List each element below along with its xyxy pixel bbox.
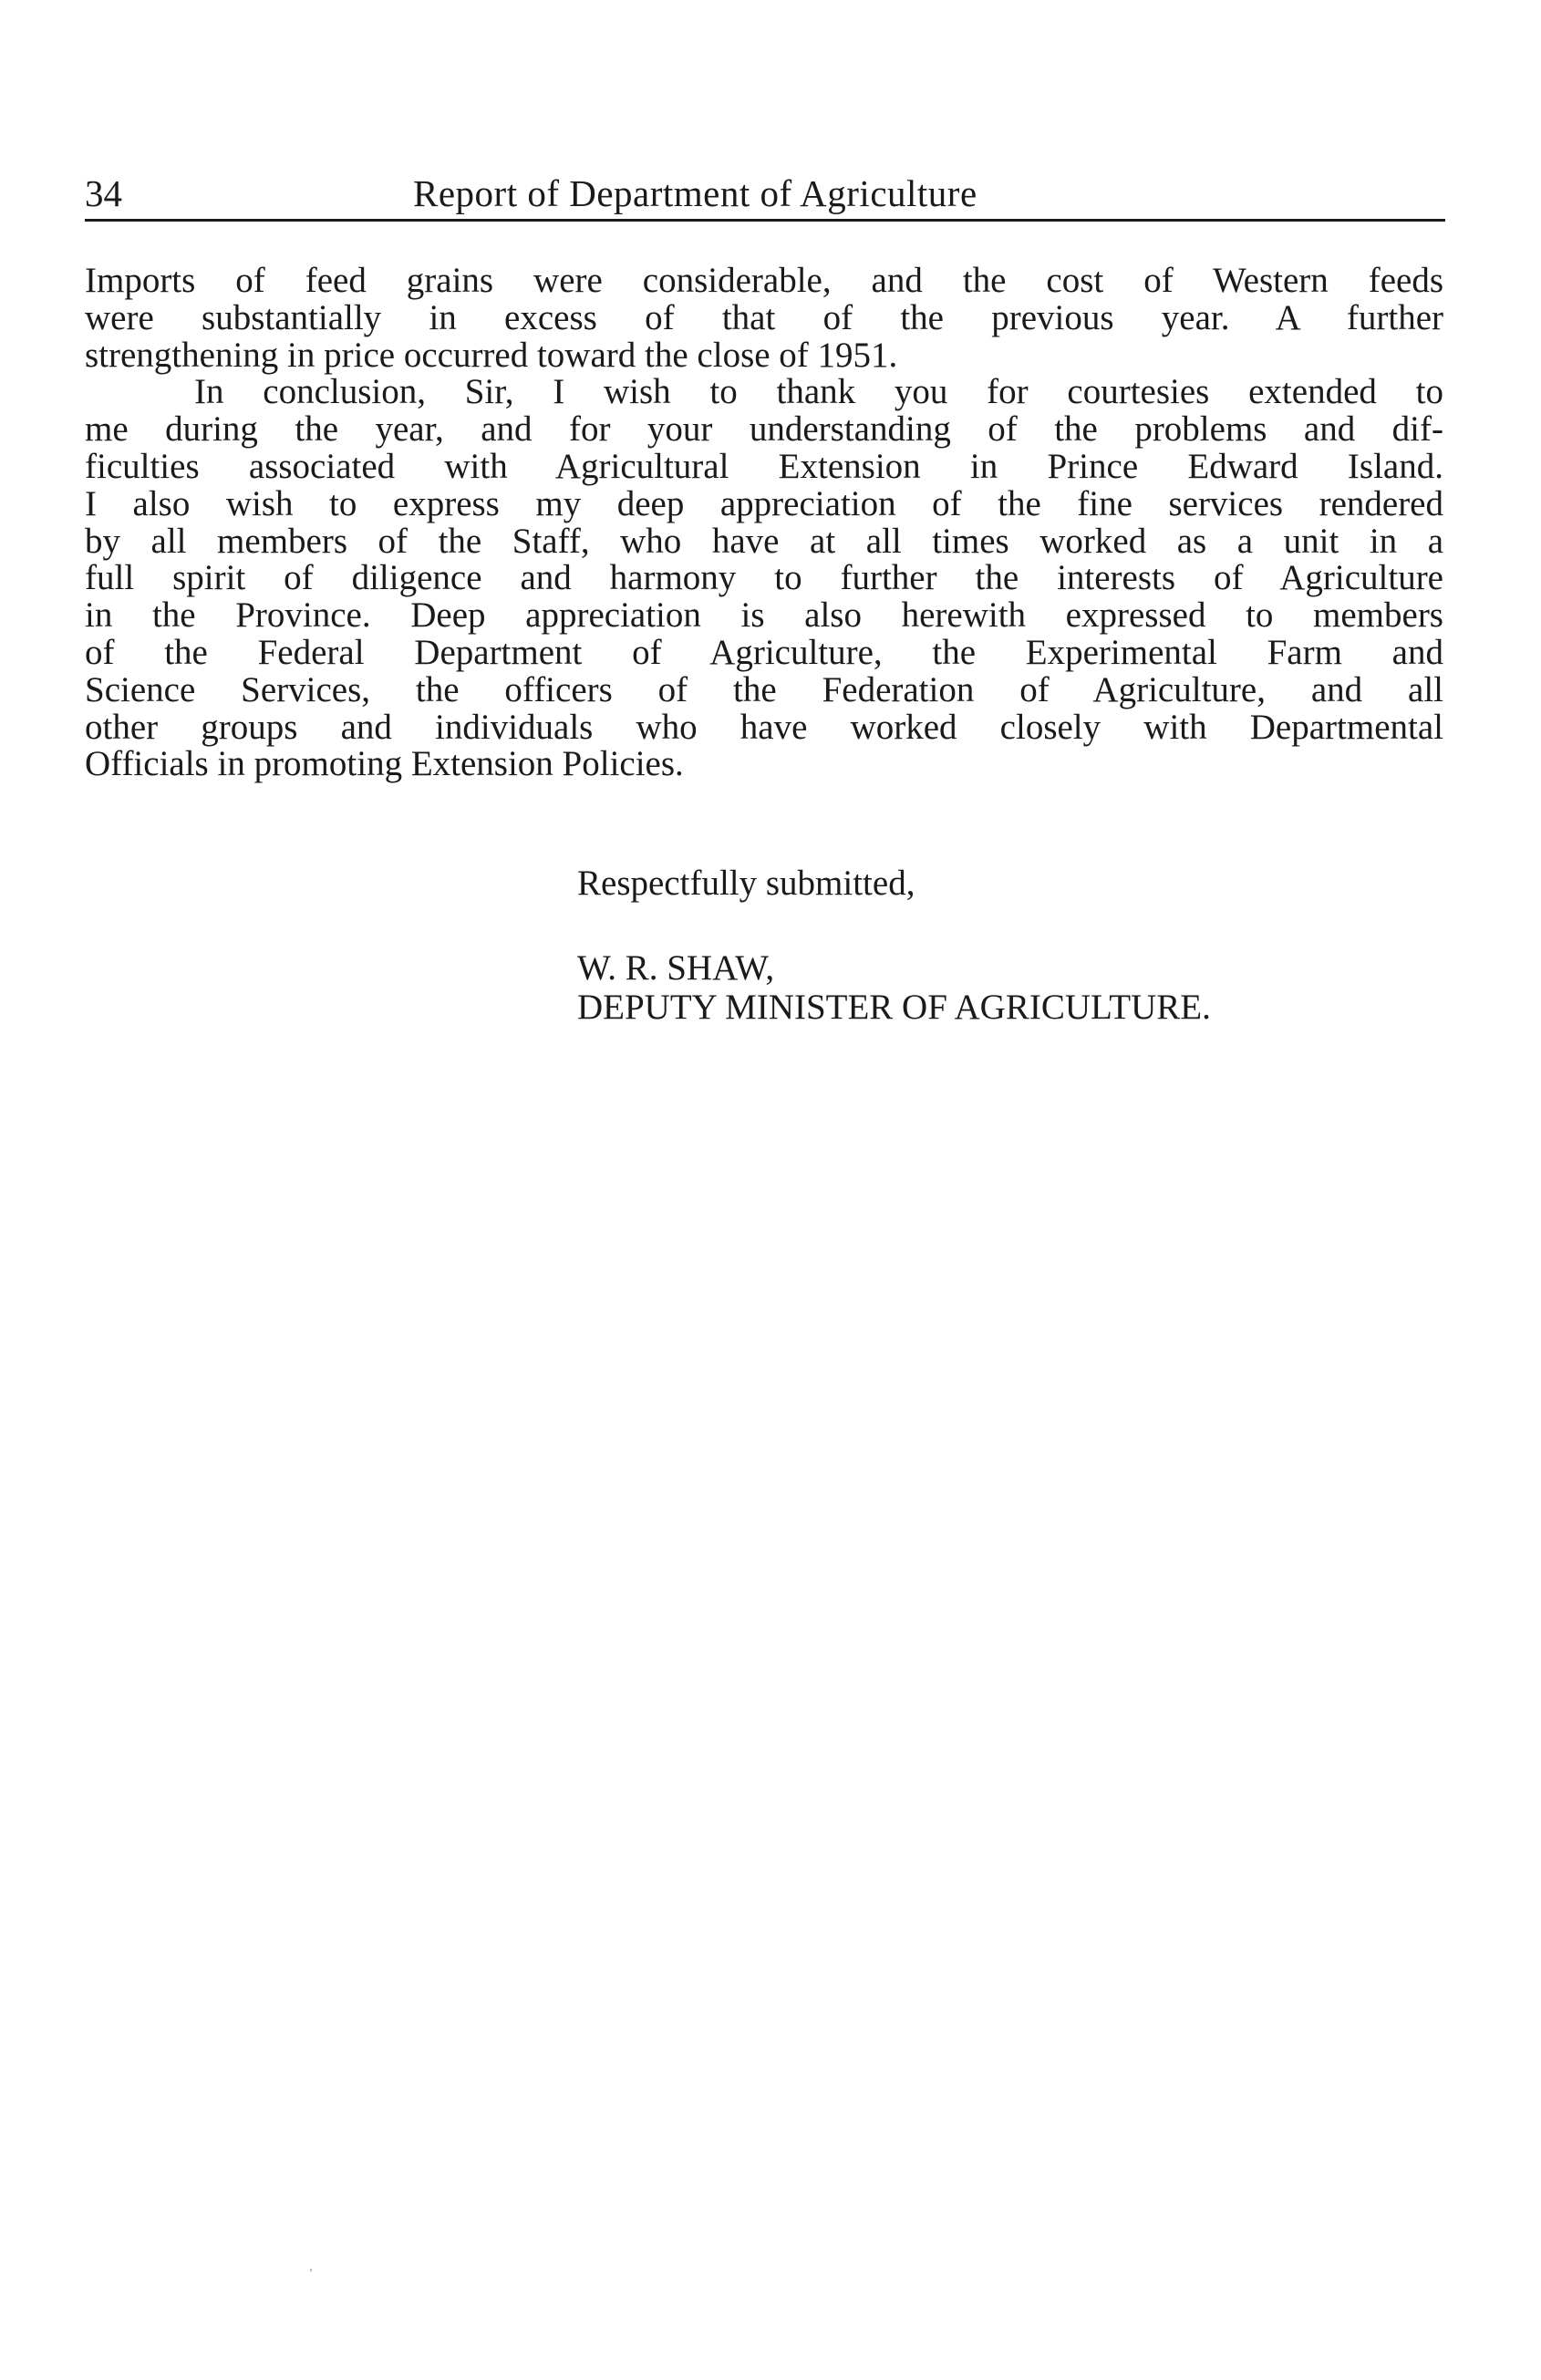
text-line: in the Province. Deep appreciation is also herewith expressed to members	[85, 595, 1443, 636]
text-line: full spirit of diligence and harmony to further the interests of Agriculture	[85, 558, 1443, 598]
text-line: Imports of feed grains were considerable, and the cost of Western feeds	[85, 261, 1443, 300]
paragraph-conclusion	[85, 374, 1443, 783]
text-line: me during the year, and for your understanding of the problems and dif-	[85, 409, 1443, 450]
text-line: ficulties associated with Agricultural Extension in Prince Edward Island.	[85, 446, 1443, 486]
header-rule	[85, 219, 1445, 222]
body-text	[85, 263, 1443, 783]
text-line: In conclusion, Sir, I wish to thank you for courtesies extended to	[194, 372, 1443, 412]
paragraph-imports	[85, 263, 1443, 374]
signature-block	[577, 948, 1211, 1027]
closing-salutation: Respectfully submitted,	[577, 864, 915, 903]
page-number: 34	[85, 172, 122, 214]
text-line: were substantially in excess of that of the previous year. A further	[85, 297, 1443, 337]
text-line: strengthening in price occurred toward the close of 1951.	[85, 335, 898, 375]
signatory-position: DEPUTY MINISTER OF AGRICULTURE.	[577, 988, 1211, 1027]
text-line: Science Services, the officers of the Federation of Agriculture, and all	[85, 669, 1443, 709]
running-title: Report of Department of Agriculture	[413, 172, 977, 214]
scan-speck	[310, 2269, 312, 2271]
text-line: by all members of the Staff, who have at all times worked as a unit in a	[85, 521, 1443, 561]
text-line: other groups and individuals who have worked closely with Departmental	[85, 707, 1443, 747]
text-line: Officials in promoting Extension Policies.	[85, 744, 684, 784]
text-line: I also wish to express my deep appreciation of the fine services rendered	[85, 483, 1443, 523]
running-head	[85, 170, 1443, 217]
text-line: of the Federal Department of Agriculture, the Experimental Farm and	[85, 632, 1443, 672]
signatory-name: W. R. SHAW,	[577, 948, 775, 988]
